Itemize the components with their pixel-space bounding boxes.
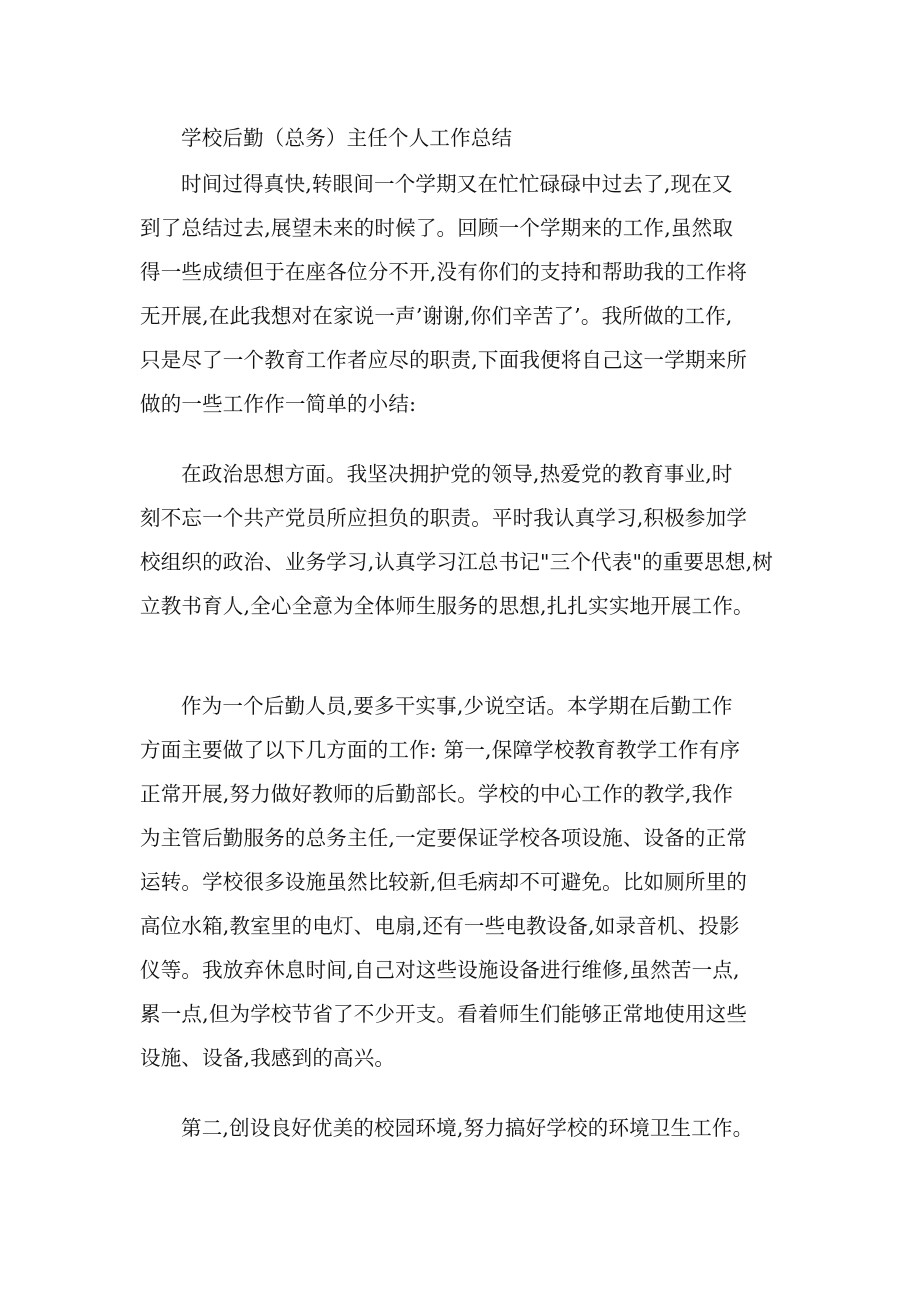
document-title: 学校后勤（总务）主任个人工作总结	[181, 126, 513, 150]
paragraph-line: 累一点,但为学校节省了不少开支。看着师生们能够正常地使用这些	[140, 1002, 748, 1026]
paragraph-line: 得一些成绩但于在座各位分不开,没有你们的支持和帮助我的工作将	[140, 260, 748, 284]
paragraph-line: 在政治思想方面。我坚决拥护党的领导,热爱党的教育事业,时	[181, 462, 733, 486]
paragraph-line: 立教书育人,全心全意为全体师生服务的思想,扎扎实实地开展工作。	[140, 594, 754, 618]
paragraph-line: 校组织的政治、业务学习,认真学习江总书记"三个代表"的重要思想,树	[140, 550, 773, 574]
paragraph-line: 方面主要做了以下几方面的工作: 第一,保障学校教育教学工作有序	[140, 738, 741, 762]
paragraph-line: 作为一个后勤人员,要多干实事,少说空话。本学期在后勤工作	[181, 694, 733, 718]
paragraph-line: 刻不忘一个共产党员所应担负的职责。平时我认真学习,积极参加学	[140, 506, 748, 530]
paragraph-line: 做的一些工作作一简单的小结:	[140, 392, 417, 416]
paragraph-line: 设施、设备,我感到的高兴。	[140, 1046, 396, 1070]
paragraph-line: 只是尽了一个教育工作者应尽的职责,下面我便将自己这一学期来所	[140, 348, 748, 372]
paragraph-line: 第二,创设良好优美的校园环境,努力搞好学校的环境卫生工作。	[181, 1116, 754, 1140]
paragraph-line: 运转。学校很多设施虽然比较新,但毛病却不可避免。比如厕所里的	[140, 870, 748, 894]
paragraph-line: 为主管后勤服务的总务主任,一定要保证学校各项设施、设备的正常	[140, 826, 748, 850]
paragraph-line: 无开展,在此我想对在家说一声’谢谢,你们辛苦了’。我所做的工作,	[140, 304, 733, 328]
paragraph-line: 到了总结过去,展望未来的时候了。回顾一个学期来的工作,虽然取	[140, 216, 734, 240]
paragraph-line: 时间过得真快,转眼间一个学期又在忙忙碌碌中过去了,现在又	[181, 172, 733, 196]
paragraph-line: 正常开展,努力做好教师的后勤部长。学校的中心工作的教学,我作	[140, 782, 734, 806]
paragraph-line: 高位水箱,教室里的电灯、电扇,还有一些电教设备,如录音机、投影	[140, 914, 740, 938]
paragraph-line: 仪等。我放弃休息时间,自己对这些设施设备进行维修,虽然苦一点,	[140, 958, 740, 982]
